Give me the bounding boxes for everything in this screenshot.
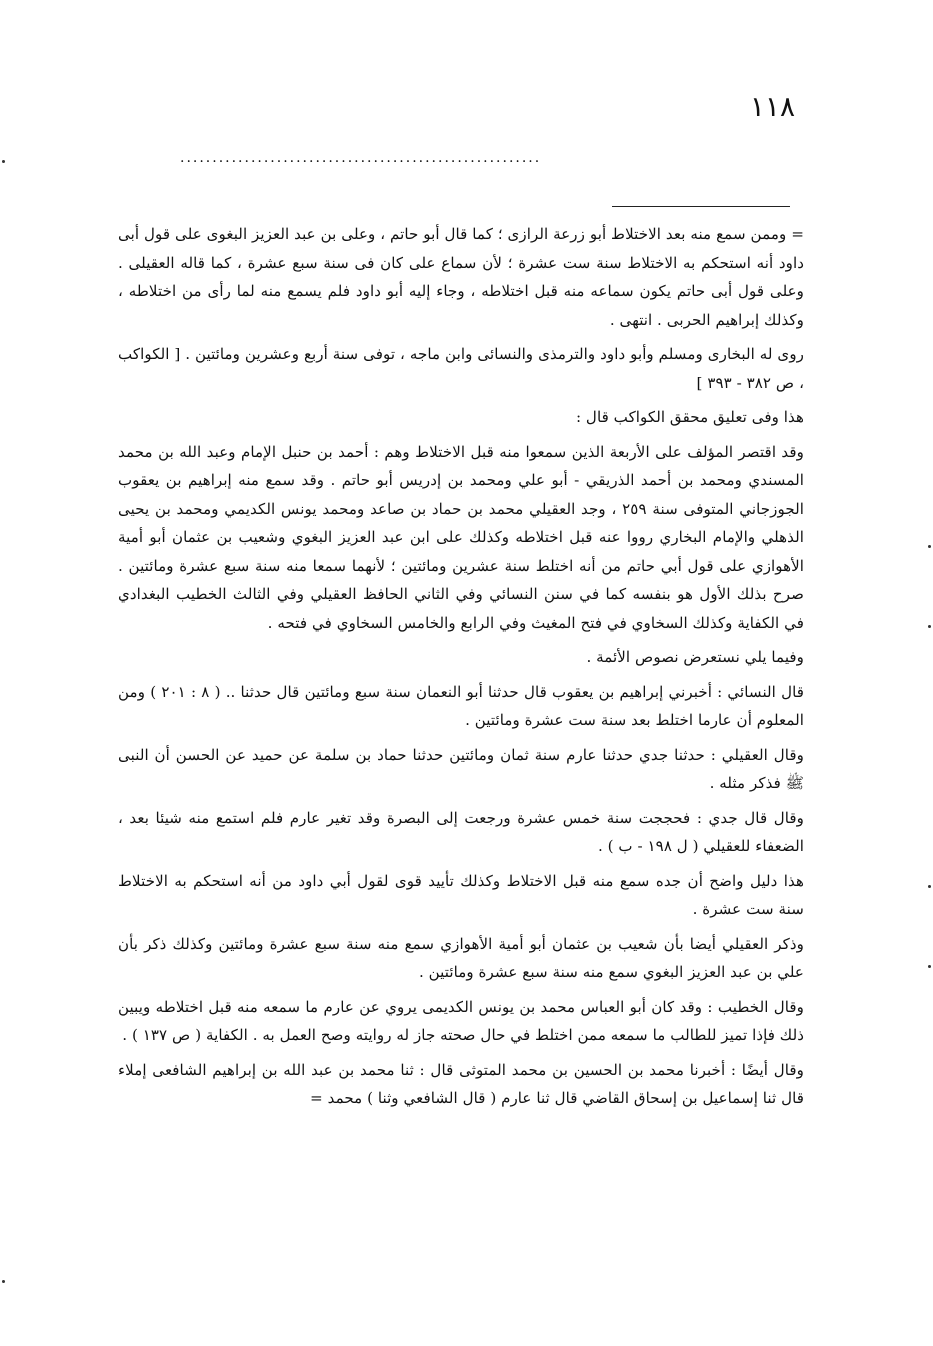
page-number: ١١٨: [749, 90, 795, 123]
paragraph-uqayli-also: وذكر العقيلي أيضا بأن شعيب بن عثمان أبو أمية الأهوازي سمع منه سنة سبع عشرة ومائتين وكذلك ذكر بأن علي بن عبد العزيز البغوي سمع منه سنة سبع عشرة ومائتين .: [118, 934, 804, 981]
paragraph-evidence: هذا دليل واضح أن جده سمع منه قبل الاختلاط وكذلك تأييد قوى لقول أبي داود من أنه استحكم به الاختلاط سنة ست عشرة .: [118, 871, 804, 918]
paragraph-narrators: روى له البخارى ومسلم وأبو داود والترمذى والنسائى وابن ماجه ، توفى سنة أربع وعشرين ومائتين . [ الكواكب ، ص ٣٨٢ - ٣٩٣ ]: [118, 345, 804, 392]
footnote-rule: [612, 206, 790, 207]
text-body: [118, 220, 804, 1119]
margin-mark: [928, 885, 931, 888]
paragraph-khatib-also: وقال أيضًا : أخبرنا محمد بن الحسين بن محمد المتوثى قال : ثنا محمد بن عبد الله بن إبراهيم الشافعى إملاء قال ثنا إسماعيل بن إسحاق القاضي قال ثنا عارم ( قال الشافعي وثنا ) محمد =: [118, 1060, 804, 1107]
paragraph-khatib: وقال الخطيب : وقد كان أبو العباس محمد بن يونس الكديمى يروي عن عارم ما سمعه منه قبل اختلاطه ويبين ذلك فإذا تميز للطالب ما سمعه ممن اختلط في حال صحته جاز له روايته وصح العمل به . الكفاية ( ص ١٣٧ ) .: [118, 997, 804, 1044]
margin-mark: [928, 625, 931, 628]
margin-mark: [928, 545, 931, 548]
paragraph-texts-intro: وفيما يلي نستعرض نصوص الأئمة .: [586, 648, 804, 666]
margin-mark: [2, 160, 5, 163]
dotted-separator: ........................................................: [180, 150, 542, 166]
margin-mark: [2, 1280, 5, 1283]
paragraph-nasai: قال النسائي : أخبرني إبراهيم بن يعقوب قال حدثنا أبو النعمان سنة سبع ومائتين قال حدثنا .. ( ٨ : ٢٠١ ) ومن المعلوم أن عارما اختلط بعد سنة ست عشرة ومائتين .: [118, 682, 804, 729]
paragraph-footnote-continuation: = وممن سمع منه بعد الاختلاط أبو زرعة الرازى ؛ كما قال أبو حاتم ، وعلى بن عبد العزيز البغوى على قول أبى داود أنه استحكم به الاختلاط سنة ست عشرة ؛ لأن سماع على كان فى سنة سبع عشرة ، كما قاله العقيلى . وعلى قول أبى حاتم يكون سماعه منه قبل اختلاطه ، وجاء إليه أبو داود فلم يسمع منه لما رأى من اختلاطه ، وكذلك إبراهيم الحربى . انتهى .: [118, 225, 804, 329]
paragraph-editor-note: وقد اقتصر المؤلف على الأربعة الذين سمعوا منه قبل الاختلاط وهم : أحمد بن حنبل الإمام وعبد الله بن محمد المسندي ومحمد بن أحمد الذريقي - أبو علي ومحمد بن إدريس أبو حاتم . وقد سمع منه إبراهيم بن يعقوب الجوزجاني المتوفى سنة ٢٥٩ ، وجد العقيلي محمد بن حماد بن صاعد ومحمد يونس الكديمي ومحمد بن يحيى الذهلي والإمام البخاري رووا عنه قبل اختلاطه وكذلك على ابن عبد العزيز البغوي وشعيب بن عثمان أبو أمية الأهوازي على قول أبي حاتم من أنه اختلط سنة عشرين ومائتين ؛ لأنهما سمعا منه سنة سبع عشرة ومائتين . صرح بذلك الأول هو بنفسه كما في سنن النسائي وفي الثاني الحافظ العقيلي وفي الثالث الخطيب البغدادي في الكفاية وكذلك السخاوي في فتح المغيث وفي الرابع والخامس السخاوي في فتحه .: [118, 442, 805, 632]
paragraph-uqayli: وقال العقيلي : حدثنا جدي حدثنا عارم سنة ثمان ومائتين حدثنا حماد بن سلمة عن حميد عن الحسن أن النبى ﷺ فذكر مثله .: [118, 745, 804, 792]
margin-mark: [928, 965, 931, 968]
paragraph-editor-note-intro: هذا وفى تعليق محقق الكواكب قال :: [575, 408, 804, 426]
paragraph-grandfather: وقال قال جدي : فحججت سنة خمس عشرة ورجعت إلى البصرة وقد تغير عارم فلم استمع منه شيئا بعد ، الضعفاء للعقيلي ( ل ١٩٨ - ب ) .: [118, 808, 804, 855]
